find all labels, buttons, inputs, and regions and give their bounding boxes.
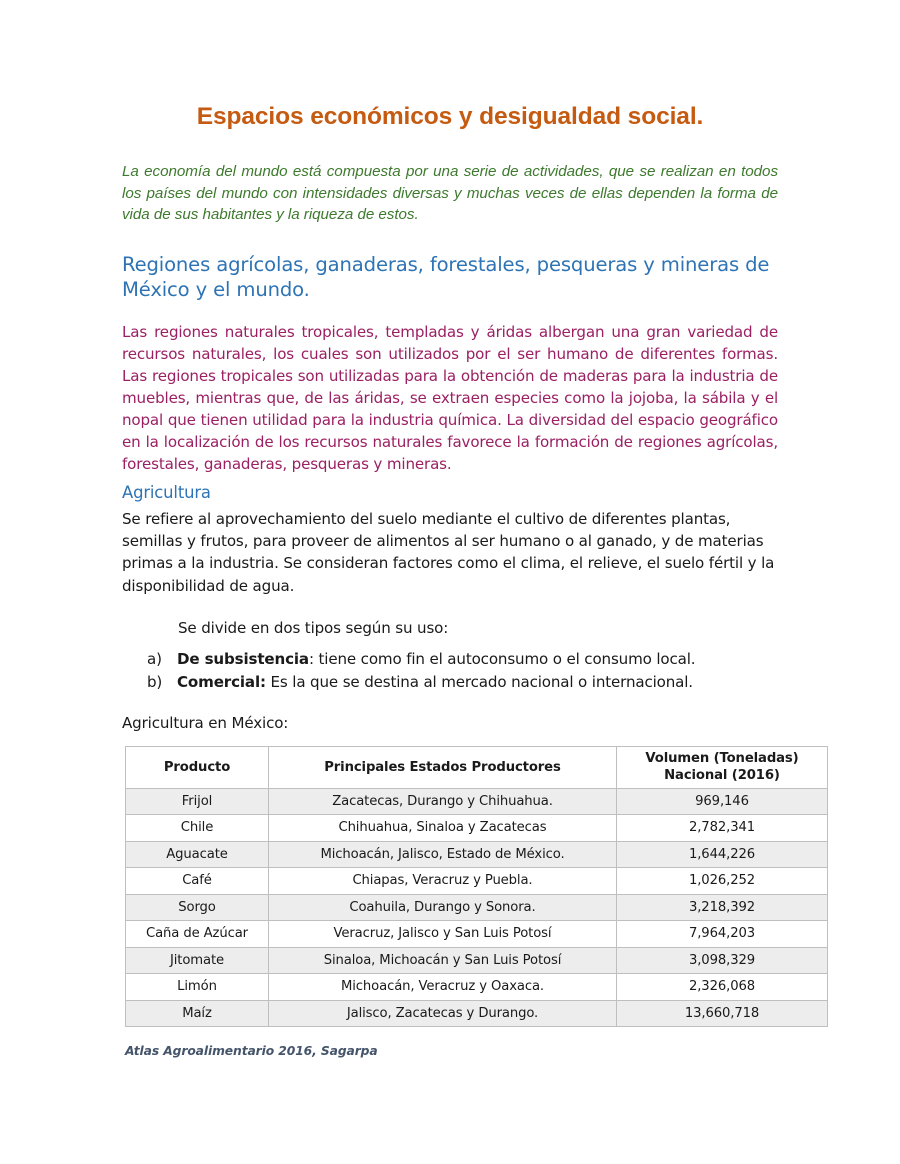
cell-volumen: 7,964,203: [617, 921, 828, 948]
table-row: [126, 974, 828, 1001]
table-lead-in: Agricultura en México:: [122, 713, 289, 732]
column-header-producto: Producto: [126, 746, 269, 788]
intro-paragraph: La economía del mundo está compuesta por una serie de actividades, que se realizan en todos los países del mundo con intensidades diversas y muchas veces de ellas dependen la forma de vida de sus habitantes y la riqueza de estos.: [122, 163, 778, 224]
cell-estados: Michoacán, Jalisco, Estado de México.: [269, 841, 617, 868]
cell-producto: Aguacate: [126, 841, 269, 868]
table-row: [126, 894, 828, 921]
agricultura-mexico-table: [125, 746, 828, 1028]
list-item-definition: : tiene como fin el autoconsumo o el consumo local.: [308, 649, 696, 668]
table-container: [122, 734, 799, 1028]
list-item-marker: a): [147, 649, 162, 668]
cell-volumen: 13,660,718: [617, 1000, 828, 1027]
cell-volumen: 3,218,392: [617, 894, 828, 921]
subsection-heading-agricultura: Agricultura: [122, 482, 211, 502]
table-row: [126, 921, 828, 948]
cell-volumen: 2,782,341: [617, 815, 828, 842]
list-lead-in: Se divide en dos tipos según su uso:: [178, 618, 449, 637]
cell-estados: Veracruz, Jalisco y San Luis Potosí: [269, 921, 617, 948]
list-item-text: [177, 671, 778, 694]
cell-producto: Caña de Azúcar: [126, 921, 269, 948]
cell-producto: Sorgo: [126, 894, 269, 921]
cell-producto: Chile: [126, 815, 269, 842]
cell-estados: Chiapas, Veracruz y Puebla.: [269, 868, 617, 895]
section-heading-regiones: Regiones agrícolas, ganaderas, forestales, pesqueras y mineras de México y el mundo.: [122, 252, 770, 302]
cell-estados: Coahuila, Durango y Sonora.: [269, 894, 617, 921]
cell-producto: Maíz: [126, 1000, 269, 1027]
cell-estados: Sinaloa, Michoacán y San Luis Potosí: [269, 947, 617, 974]
cell-estados: Michoacán, Veracruz y Oaxaca.: [269, 974, 617, 1001]
agricultura-paragraph: Se refiere al aprovechamiento del suelo mediante el cultivo de diferentes plantas, semillas y frutos, para proveer de alimentos al ser humano o al ganado, y de materias primas a la industria. Se consideran factores como el clima, el relieve, el suelo fértil y la disponibilidad de agua.: [122, 510, 775, 595]
list-item-marker: b): [147, 673, 163, 692]
table-row: [126, 1000, 828, 1027]
column-header-volumen-line1: Volumen (Toneladas): [645, 751, 799, 766]
column-header-estados: Principales Estados Productores: [269, 746, 617, 788]
table-body: [126, 788, 828, 1027]
cell-estados: Zacatecas, Durango y Chihuahua.: [269, 788, 617, 815]
cell-estados: Chihuahua, Sinaloa y Zacatecas: [269, 815, 617, 842]
list-item-term: Comercial:: [177, 673, 266, 692]
table-header-row: [126, 746, 828, 788]
cell-producto: Frijol: [126, 788, 269, 815]
list-item: [122, 671, 778, 694]
page-title: Espacios económicos y desigualdad social.: [196, 103, 704, 130]
cell-volumen: 1,026,252: [617, 868, 828, 895]
table-row: [126, 841, 828, 868]
table-row: [126, 815, 828, 842]
cell-producto: Jitomate: [126, 947, 269, 974]
cell-volumen: 969,146: [617, 788, 828, 815]
regiones-paragraph: Las regiones naturales tropicales, templadas y áridas albergan una gran variedad de recursos naturales, los cuales son utilizados por el ser humano de diferentes formas. Las regiones tropicales son utilizadas para la obtención de maderas para la industria de muebles, mientras que, de las áridas, se extraen especies como la jojoba, la sábila y el nopal que tienen utilidad para la industria química. La diversidad del espacio geográfico en la localización de los recursos naturales favorece la formación de regiones agrícolas, forestales, ganaderas, pesqueras y mineras.: [122, 322, 778, 473]
list-item-text: [177, 648, 778, 671]
list-item-definition: Es la que se destina al mercado nacional o internacional.: [265, 673, 693, 692]
table-row: [126, 947, 828, 974]
agricultura-types-list: [122, 639, 778, 695]
source-caption: Atlas Agroalimentario 2016, Sagarpa: [125, 1044, 378, 1059]
cell-producto: Café: [126, 868, 269, 895]
table-row: [126, 868, 828, 895]
list-item: [122, 648, 778, 671]
cell-volumen: 1,644,226: [617, 841, 828, 868]
cell-producto: Limón: [126, 974, 269, 1001]
table-header: [126, 746, 828, 788]
cell-estados: Jalisco, Zacatecas y Durango.: [269, 1000, 617, 1027]
cell-volumen: 2,326,068: [617, 974, 828, 1001]
cell-volumen: 3,098,329: [617, 947, 828, 974]
table-row: [126, 788, 828, 815]
column-header-volumen-line2: Nacional (2016): [664, 768, 780, 784]
list-item-term: De subsistencia: [177, 649, 309, 668]
column-header-volumen: [617, 746, 828, 788]
